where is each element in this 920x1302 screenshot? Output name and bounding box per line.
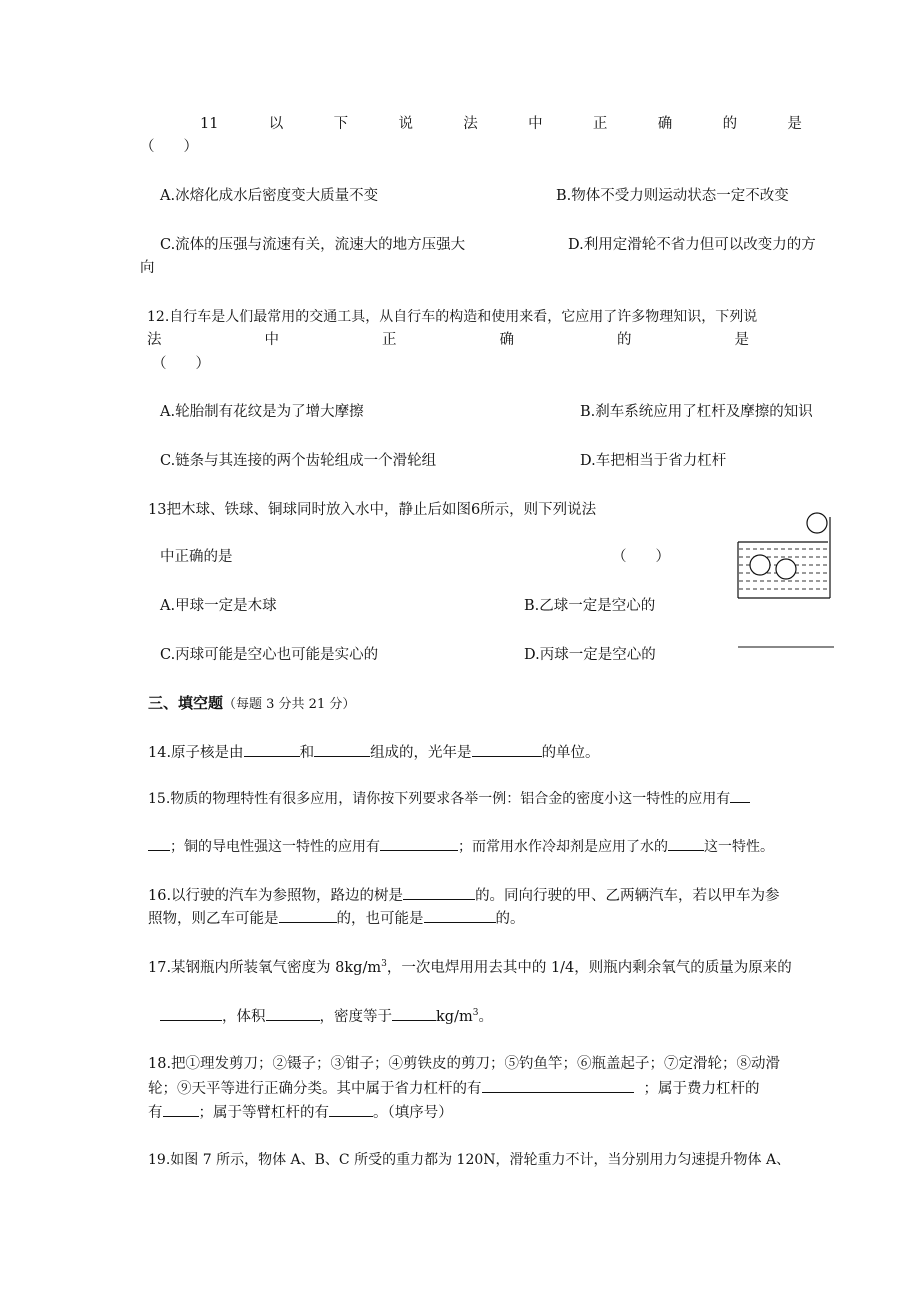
q13-option-c: C.丙球可能是空心也可能是实心的 [160,647,379,663]
q11-option-d-wrap: 向 [140,260,155,276]
q12-line1: 12.自行车是人们最常用的交通工具，从自行车的构造和使用来看，它应用了许多物理知识，下列说 [147,309,758,325]
figure-6-water-container [730,505,840,655]
q14-blank-2[interactable] [314,742,370,757]
q12-option-b: B.刹车系统应用了杠杆及摩擦的知识 [580,404,813,420]
q11-option-d: D.利用定滑轮不省力但可以改变力的方 [568,237,816,253]
q16-blank-1[interactable] [403,885,475,900]
q18-line1: 18.把①理发剪刀；②镊子；③钳子；④剪铁皮的剪刀；⑤钓鱼竿；⑥瓶盖起子；⑦定滑轮；⑧动滑 [148,1056,781,1072]
q18-line3: 有 ；属于等臂杠杆的有 。（填序号） [148,1102,453,1123]
ball-submerged-right [776,559,796,579]
section3-title: 三、填空题 [148,694,224,712]
q14-blank-1[interactable] [244,742,300,757]
q17-line1: 17.某钢瓶内所装氧气密度为 $8kg/m^3$，一次电焊用用去其中的 1/4，则瓶内剩余氧气的质量为原来的 [148,959,792,976]
q14-blank-3[interactable] [472,742,542,757]
q18-blank-1[interactable] [482,1078,634,1093]
q17-line2: ，体积 ，密度等于 $kg/m^3$。 [160,1006,493,1027]
q15-blank-3[interactable] [668,836,704,851]
q13-option-d: D.丙球一定是空心的 [524,647,656,663]
q18-blank-2[interactable] [163,1102,199,1117]
q15-line2: ；铜的导电性强这一特性的应用有 ；而常用水作冷却剂是应用了水的 这一特性。 [148,836,774,857]
q15-blank-1a[interactable] [730,788,750,803]
q12-option-c: C.链条与其连接的两个齿轮组成一个滑轮组 [160,453,437,469]
q19-line1: 19.如图 7 所示，物体 A、B、C 所受的重力都为 120N，滑轮重力不计，当分别用力匀速提升物体 A、 [148,1152,791,1168]
q13-line2: 中正确的是 [160,549,233,565]
q13-paren: （ ） [612,549,670,565]
q14: 14.原子核是由 和 组成的，光年是 的单位。 [148,742,600,763]
q16-blank-2[interactable] [279,908,337,923]
q17-blank-1[interactable] [160,1006,222,1021]
q18-line2: 轮；⑨天平等进行正确分类。其中属于省力杠杆的有 ；属于费力杠杆的 [148,1078,760,1099]
q17-blank-3[interactable] [392,1006,436,1021]
q15-blank-1b[interactable] [148,836,170,851]
q13-line1: 13把木球、铁球、铜球同时放入水中，静止后如图6所示，则下列说法 [148,502,597,518]
ball-submerged-left [750,555,770,575]
q11-option-c: C.流体的压强与流速有关，流速大的地方压强大 [160,237,466,253]
q12-option-a: A.轮胎制有花纹是为了增大摩擦 [160,404,364,420]
q12-option-d: D.车把相当于省力杠杆 [580,453,727,469]
q11-option-a: A.冰熔化成水后密度变大质量不变 [160,188,379,204]
q12-line2: 法 中 正 确 的 是 [147,332,749,348]
q16-line2: 照物，则乙车可能是 的，也可能是 的。 [148,908,525,929]
q16-line1: 16.以行驶的汽车为参照物，路边的树是 的。同向行驶的甲、乙两辆汽车，若以甲车为参 [148,885,780,906]
q11-stem: 11 以 下 说 法 中 正 确 的 是 [200,116,802,132]
q17-blank-2[interactable] [266,1006,320,1021]
q12-paren: （ ） [152,356,210,372]
q18-blank-3[interactable] [329,1102,373,1117]
q13-option-a: A.甲球一定是木球 [160,598,277,614]
section3-heading [148,693,355,715]
section3-note: （每题 3 分共 21 分） [223,697,356,712]
q11-option-b: B.物体不受力则运动状态一定不改变 [556,188,789,204]
q15-blank-2[interactable] [380,836,458,851]
q15-line1: 15.物质的物理特性有很多应用，请你按下列要求各举一例：铝合金的密度小这一特性的应用有 [148,788,750,809]
ball-floating [807,513,827,533]
q16-blank-3[interactable] [424,908,496,923]
q11-paren: （ ） [140,139,198,155]
q13-option-b: B.乙球一定是空心的 [524,598,656,614]
